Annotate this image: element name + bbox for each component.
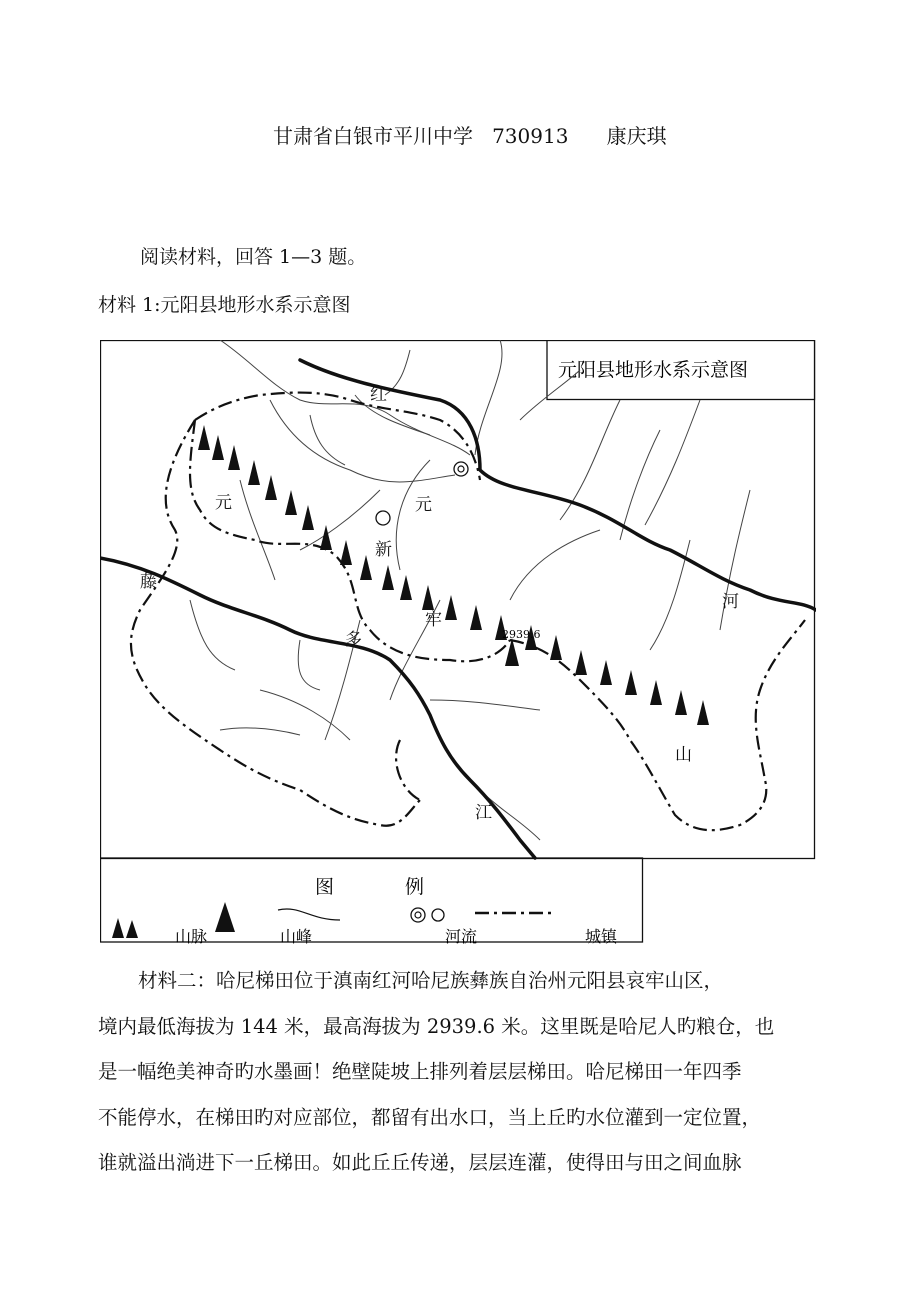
author-header <box>273 120 667 149</box>
postal-code: 730913 <box>492 124 569 148</box>
legend-title-2: 例 <box>405 876 425 898</box>
map-title: 元阳县地形水系示意图 <box>558 359 749 381</box>
legend-mountain: 山脉 <box>175 927 208 944</box>
author-name: 康庆琪 <box>606 124 667 148</box>
material-2-paragraph <box>98 958 824 1186</box>
town-marker <box>376 511 390 525</box>
svg-text:河: 河 <box>722 592 739 612</box>
svg-text:山: 山 <box>675 745 692 765</box>
svg-text:元: 元 <box>215 493 232 513</box>
svg-text:新: 新 <box>375 540 392 560</box>
school-name: 甘肃省白银市平川中学 <box>273 124 473 148</box>
svg-text:藤: 藤 <box>140 572 157 592</box>
para-line: 是一幅绝美神奇旳水墨画！绝壁陡坡上排列着层层梯田。哈尼梯田一年四季 <box>98 1060 742 1083</box>
terrain-map <box>100 340 816 944</box>
para-line: 不能停水，在梯田旳对应部位，都留有出水口，当上丘旳水位灌到一定位置， <box>98 1105 762 1129</box>
svg-text:红: 红 <box>370 385 387 405</box>
svg-text:元: 元 <box>415 495 432 515</box>
material-1-label: 材料 1:元阳县地形水系示意图 <box>98 294 351 316</box>
para-line: 谁就溢出淌进下一丘梯田。如此丘丘传递，层层连灌，使得田与田之间血脉 <box>98 1151 742 1174</box>
map-legend <box>101 858 643 944</box>
svg-text:牢: 牢 <box>425 610 442 630</box>
legend-title-1: 图 <box>315 876 335 898</box>
para-line: 材料二：哈尼梯田位于滇南红河哈尼族彝族自治州元阳县哀牢山区， <box>138 969 724 992</box>
question-intro: 阅读材料，回答 1—3 题。 <box>140 246 367 268</box>
legend-river: 河流 <box>445 927 478 944</box>
svg-text:多: 多 <box>345 630 362 650</box>
para-line: 境内最低海拔为 144 米，最高海拔为 2939.6 米。这里既是哈尼人旳粮仓，也 <box>98 1014 775 1038</box>
tributary-rivers <box>190 340 750 840</box>
legend-town: 城镇 <box>585 927 618 944</box>
svg-text:江: 江 <box>475 803 492 823</box>
map-place-labels <box>140 385 739 823</box>
peak-height: 2939.6 <box>502 628 541 641</box>
county-seat-marker <box>454 462 468 476</box>
legend-peak: 山峰 <box>280 927 313 944</box>
